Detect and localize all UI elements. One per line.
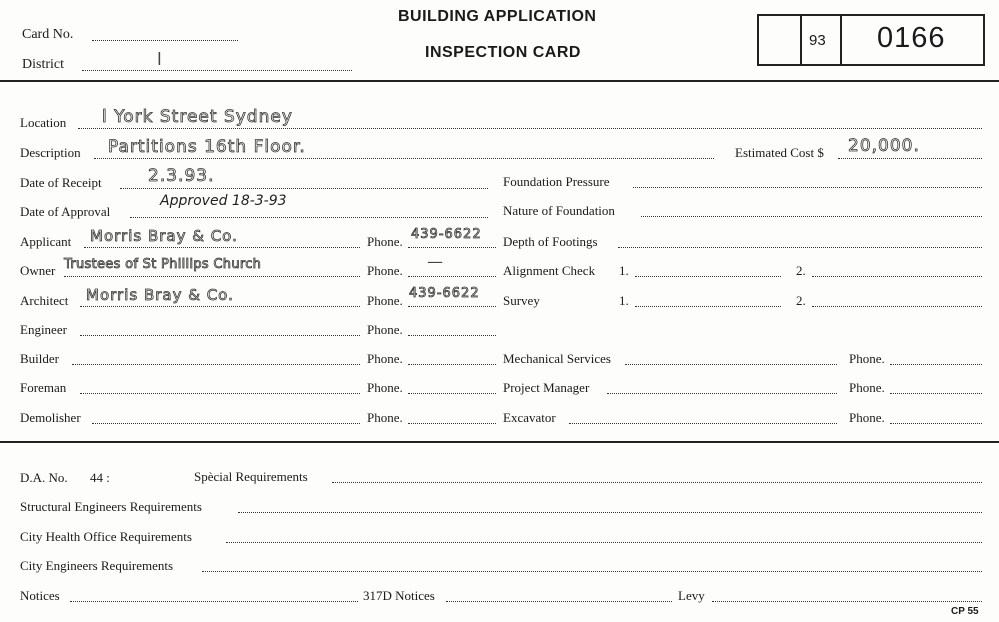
requirements-divider <box>0 441 999 443</box>
location-field[interactable] <box>78 128 982 129</box>
card-number: 0166 <box>877 22 946 54</box>
alignment-check-label: Alignment Check <box>503 263 596 278</box>
excavator-phone-field[interactable] <box>890 423 982 424</box>
foreman-label: Foreman <box>20 380 67 395</box>
estimated-cost-field[interactable] <box>838 158 982 159</box>
applicant-label: Applicant <box>20 234 72 249</box>
foreman-phone-label: Phone. <box>367 380 403 395</box>
nature-of-foundation-label: Nature of Foundation <box>503 203 615 218</box>
card-number-box <box>757 14 985 66</box>
card-no-label: Card No. <box>22 27 74 42</box>
structural-requirements-field[interactable] <box>238 512 982 513</box>
da-no-label: D.A. No. <box>20 470 68 485</box>
engineer-phone-label: Phone. <box>367 322 403 337</box>
date-of-receipt-value: 2.3.93. <box>148 166 215 186</box>
alignment-check-2-field[interactable] <box>812 276 982 277</box>
survey-2-label: 2. <box>796 293 806 308</box>
builder-phone-label: Phone. <box>367 351 403 366</box>
demolisher-phone-label: Phone. <box>367 410 403 425</box>
city-engineers-requirements-label: City Engineers Requirements <box>20 558 174 573</box>
owner-phone-label: Phone. <box>367 263 403 278</box>
applicant-value: Morris Bray & Co. <box>90 227 238 245</box>
levy-field[interactable] <box>712 601 982 602</box>
notices-317d-label: 317D Notices <box>363 588 435 603</box>
card-year: 93 <box>809 32 826 49</box>
nature-of-foundation-field[interactable] <box>641 216 982 217</box>
notices-label: Notices <box>20 588 60 603</box>
number-box-divider <box>800 16 802 64</box>
engineer-label: Engineer <box>20 322 67 337</box>
header-divider <box>0 80 999 82</box>
mechanical-services-phone-label: Phone. <box>849 351 885 366</box>
architect-phone-value: 439-6622 <box>409 286 480 301</box>
mechanical-services-label: Mechanical Services <box>503 351 611 366</box>
structural-requirements-label: Structural Engineers Requirements <box>20 499 202 514</box>
foreman-phone-field[interactable] <box>408 393 496 394</box>
owner-phone-field[interactable] <box>408 276 496 277</box>
applicant-phone-field[interactable] <box>408 247 496 248</box>
owner-field[interactable] <box>64 276 360 277</box>
owner-value: Trustees of St Phillips Church <box>64 257 262 272</box>
foreman-field[interactable] <box>80 393 360 394</box>
owner-label: Owner <box>20 263 56 278</box>
engineer-phone-field[interactable] <box>408 335 496 336</box>
alignment-check-2-label: 2. <box>796 263 806 278</box>
architect-label: Architect <box>20 293 69 308</box>
alignment-check-1-label: 1. <box>619 263 629 278</box>
architect-value: Morris Bray & Co. <box>86 286 234 304</box>
depth-of-footings-field[interactable] <box>618 247 982 248</box>
survey-1-field[interactable] <box>635 306 781 307</box>
mechanical-services-phone-field[interactable] <box>890 364 982 365</box>
special-requirements-field[interactable] <box>332 482 982 483</box>
description-value: Partitions 16th Floor. <box>108 137 306 157</box>
engineer-field[interactable] <box>80 335 360 336</box>
description-label: Description <box>20 145 81 160</box>
estimated-cost-label: Estimated Cost $ <box>735 145 824 160</box>
applicant-phone-label: Phone. <box>367 234 403 249</box>
da-no-value: 44 : <box>90 470 110 485</box>
project-manager-phone-label: Phone. <box>849 380 885 395</box>
district-field[interactable] <box>82 70 352 71</box>
project-manager-label: Project Manager <box>503 380 590 395</box>
district-value: l <box>157 50 162 70</box>
excavator-phone-label: Phone. <box>849 410 885 425</box>
notices-field[interactable] <box>70 601 358 602</box>
card-title-line1: BUILDING APPLICATION <box>398 8 597 25</box>
estimated-cost-value: 20,000. <box>848 136 920 156</box>
project-manager-phone-field[interactable] <box>890 393 982 394</box>
architect-field[interactable] <box>80 306 360 307</box>
special-requirements-label: Spècial Requirements <box>194 469 308 484</box>
excavator-label: Excavator <box>503 410 556 425</box>
card-no-field[interactable] <box>92 40 238 41</box>
form-code: CP 55 <box>951 606 979 617</box>
city-engineers-requirements-field[interactable] <box>202 571 982 572</box>
builder-phone-field[interactable] <box>408 364 496 365</box>
health-requirements-field[interactable] <box>226 542 982 543</box>
date-of-approval-field[interactable] <box>130 217 488 218</box>
owner-phone-value: — <box>427 252 443 271</box>
description-field[interactable] <box>94 158 714 159</box>
foundation-pressure-field[interactable] <box>633 187 982 188</box>
project-manager-field[interactable] <box>607 393 837 394</box>
levy-label: Levy <box>678 588 705 603</box>
card-title-line2: INSPECTION CARD <box>425 44 581 61</box>
date-of-approval-value: Approved 18-3-93 <box>160 193 287 209</box>
architect-phone-field[interactable] <box>408 306 496 307</box>
date-of-approval-label: Date of Approval <box>20 204 111 219</box>
demolisher-label: Demolisher <box>20 410 81 425</box>
location-value: l York Street Sydney <box>102 107 293 127</box>
date-of-receipt-field[interactable] <box>120 188 488 189</box>
survey-1-label: 1. <box>619 293 629 308</box>
district-label: District <box>22 57 64 72</box>
date-of-receipt-label: Date of Receipt <box>20 175 102 190</box>
applicant-field[interactable] <box>84 247 360 248</box>
survey-label: Survey <box>503 293 540 308</box>
notices-317d-field[interactable] <box>446 601 672 602</box>
foundation-pressure-label: Foundation Pressure <box>503 174 610 189</box>
excavator-field[interactable] <box>569 423 837 424</box>
health-requirements-label: City Health Office Requirements <box>20 529 192 544</box>
number-box-divider <box>840 16 842 64</box>
depth-of-footings-label: Depth of Footings <box>503 234 598 249</box>
alignment-check-1-field[interactable] <box>635 276 781 277</box>
builder-label: Builder <box>20 351 59 366</box>
applicant-phone-value: 439-6622 <box>411 227 482 242</box>
mechanical-services-field[interactable] <box>625 364 837 365</box>
builder-field[interactable] <box>72 364 360 365</box>
demolisher-phone-field[interactable] <box>408 423 496 424</box>
location-label: Location <box>20 115 67 130</box>
architect-phone-label: Phone. <box>367 293 403 308</box>
demolisher-field[interactable] <box>92 423 360 424</box>
survey-2-field[interactable] <box>812 306 982 307</box>
